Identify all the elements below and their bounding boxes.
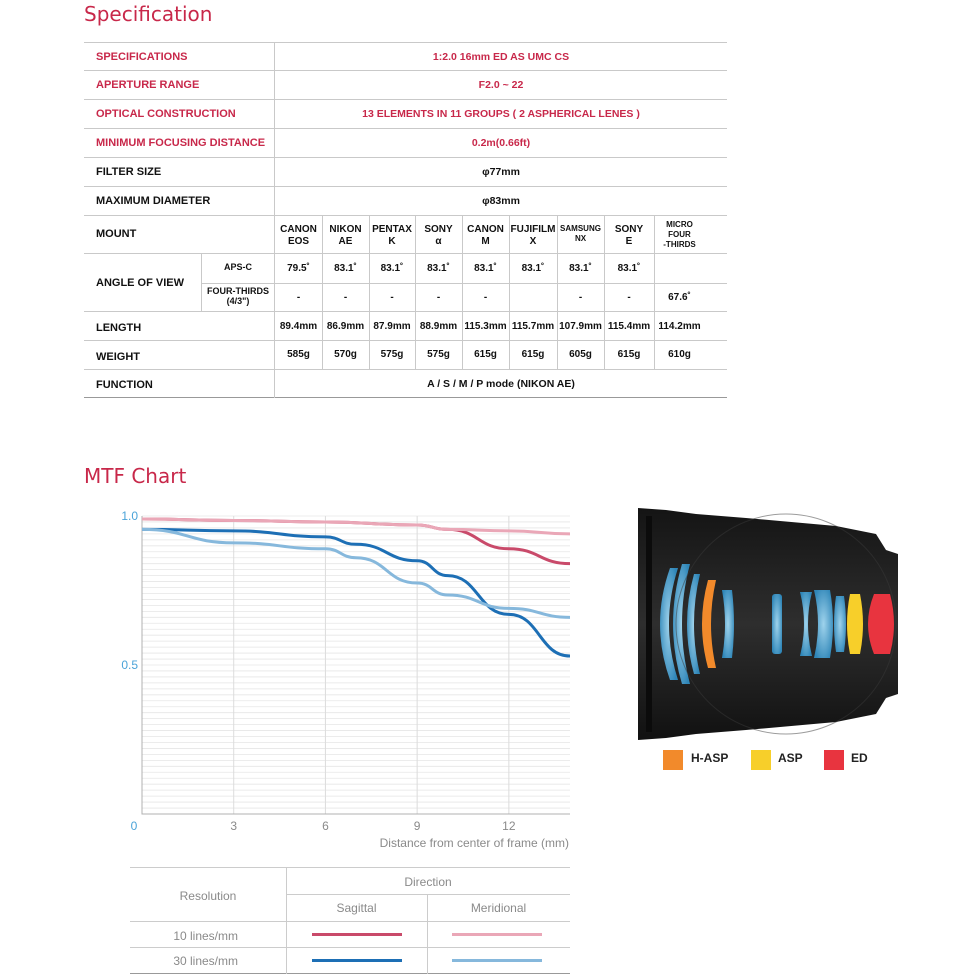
- spec-label: WEIGHT: [96, 351, 140, 363]
- mount-cell-line: FUJIFILM: [510, 224, 556, 235]
- x-tick-label: 0: [130, 819, 138, 833]
- apsc-cell: 83.1˚: [427, 263, 450, 274]
- apsc-label: APS-C: [223, 262, 252, 272]
- mtf-chart-title: MTF Chart: [84, 464, 187, 488]
- mount-cell-line: AE: [338, 236, 353, 247]
- spec-label: APERTURE RANGE: [96, 79, 200, 91]
- weight-cell: 615g: [617, 349, 641, 360]
- mount-cell: [322, 224, 369, 248]
- resolution-header: Resolution: [179, 889, 237, 903]
- spec-value: A / S / M / P mode (NIKON AE): [427, 378, 575, 390]
- weight-cell: 610g: [668, 349, 691, 360]
- lens-diagram: [636, 504, 898, 744]
- four-thirds-cell: -: [578, 292, 583, 303]
- length-cell: 115.3mm: [464, 321, 507, 332]
- spec-row-min-focus: [84, 129, 727, 158]
- ed-label: ED: [851, 751, 868, 765]
- direction-header: Direction: [404, 875, 452, 889]
- length-cell: 87.9mm: [373, 321, 411, 332]
- column-divider: [654, 216, 655, 370]
- four-thirds-label-line1: FOUR-THIRDS: [207, 286, 269, 296]
- spec-value: F2.0 ~ 22: [478, 79, 524, 91]
- spec-label: SPECIFICATIONS: [96, 51, 188, 63]
- mount-cell: [557, 224, 604, 244]
- four-thirds-cell: -: [483, 292, 488, 303]
- x-tick-label: 12: [502, 819, 516, 833]
- lens-element: [834, 596, 846, 652]
- length-cell: 115.7mm: [511, 321, 555, 332]
- mount-cell-line: NX: [574, 234, 587, 243]
- mount-cell: [415, 224, 462, 248]
- spec-value: φ77mm: [482, 166, 520, 178]
- spec-label: MAXIMUM DIAMETER: [96, 195, 211, 207]
- apsc-cell: 83.1˚: [569, 263, 592, 274]
- weight-cell: 605g: [569, 349, 592, 360]
- mount-cell-line: SAMSUNG: [560, 224, 601, 233]
- ed-swatch: [824, 750, 844, 770]
- four-thirds-cell: 67.6˚: [668, 292, 691, 303]
- mount-cell-line: NIKON: [329, 224, 362, 235]
- length-cell: 88.9mm: [419, 321, 458, 332]
- spec-value: 0.2m(0.66ft): [471, 137, 531, 149]
- lens-ring: [646, 516, 652, 732]
- column-divider: [462, 216, 463, 370]
- mount-cell-line: CANON: [467, 224, 504, 235]
- mount-cell: [462, 224, 509, 248]
- apsc-cell: 83.1˚: [380, 263, 404, 274]
- spec-label: MINIMUM FOCUSING DISTANCE: [96, 137, 266, 149]
- mount-cell: [275, 224, 322, 248]
- legend-row-label: 10 lines/mm: [173, 929, 238, 943]
- four-thirds-label-line2: (4/3"): [226, 296, 250, 306]
- spec-label: FUNCTION: [96, 379, 153, 391]
- spec-value: 1:2.0 16mm ED AS UMC CS: [432, 51, 570, 63]
- four-thirds-cell: -: [390, 292, 394, 303]
- mount-cell-line: X: [529, 236, 537, 247]
- asp-swatch: [751, 750, 771, 770]
- mount-cell-line: E: [625, 236, 633, 247]
- four-thirds-cell: -: [436, 292, 441, 303]
- mount-cell-line: FOUR: [668, 230, 691, 239]
- x-tick-label: 3: [230, 819, 238, 833]
- mount-cell-line: -THIRDS: [663, 240, 696, 249]
- spec-value: 13 ELEMENTS IN 11 GROUPS ( 2 ASPHERICAL LENES ): [362, 108, 640, 120]
- column-divider: [322, 216, 323, 370]
- legend-rule: [130, 973, 570, 974]
- legend-row-label: 30 lines/mm: [173, 954, 238, 968]
- mount-cell-line: CANON: [280, 224, 317, 235]
- spec-row-filter: [84, 158, 727, 187]
- weight-cell: 615g: [474, 349, 497, 360]
- aspherical-element: [847, 594, 863, 654]
- spec-row-mount: [84, 216, 727, 254]
- mount-cell: [369, 224, 415, 248]
- spec-row-optical: [84, 100, 727, 129]
- angle-divider: [201, 283, 727, 284]
- column-divider: [415, 216, 416, 370]
- apsc-cell: 83.1˚: [617, 263, 641, 274]
- spec-label: MOUNT: [96, 228, 137, 240]
- column-divider: [369, 216, 370, 370]
- mount-cell-line: M: [481, 236, 490, 247]
- legend-swatch-30-meridional: [452, 959, 542, 962]
- legend-rule: [130, 921, 570, 922]
- spec-row-diameter: [84, 187, 727, 216]
- x-axis-label: Distance from center of frame (mm): [379, 836, 569, 850]
- mtf-chart: [110, 500, 580, 855]
- spec-label: FILTER SIZE: [96, 166, 162, 178]
- mount-cell-line: K: [388, 236, 396, 247]
- length-cell: 114.2mm: [658, 321, 701, 332]
- weight-cell: 575g: [380, 349, 404, 360]
- x-tick-label: 6: [322, 819, 329, 833]
- ed-element: [868, 594, 894, 654]
- mtf-legend-table: [130, 867, 570, 975]
- h-asp-swatch: [663, 750, 683, 770]
- length-cell: 86.9mm: [326, 321, 365, 332]
- spec-label: LENGTH: [96, 322, 142, 334]
- weight-cell: 585g: [287, 349, 310, 360]
- h-asp-label: H-ASP: [691, 751, 729, 765]
- mount-cell-line: MICRO: [666, 220, 693, 229]
- sagittal-header: Sagittal: [336, 901, 377, 915]
- length-cell: 89.4mm: [279, 321, 318, 332]
- length-cell: 107.9mm: [559, 321, 602, 332]
- four-thirds-cell: -: [296, 292, 301, 303]
- four-thirds-cell: -: [627, 292, 631, 303]
- chart-grid: [142, 516, 570, 814]
- y-tick-label: 0.5: [121, 658, 138, 672]
- angle-sub-divider: [201, 254, 202, 312]
- specification-title: Specification: [84, 2, 213, 26]
- mount-cell: [509, 224, 557, 248]
- mount-cell-line: EOS: [287, 236, 310, 247]
- legend-rule: [286, 894, 570, 895]
- y-tick-label: 1.0: [121, 509, 138, 523]
- apsc-cell: 83.1˚: [334, 263, 357, 274]
- mount-cell: [654, 220, 705, 250]
- meridional-header: Meridional: [470, 901, 527, 915]
- spec-row-specifications: [84, 42, 727, 71]
- spec-label: OPTICAL CONSTRUCTION: [96, 108, 236, 120]
- x-tick-label: 9: [413, 819, 421, 833]
- four-thirds-cell: -: [343, 292, 348, 303]
- mount-cell-line: PENTAX: [372, 224, 412, 235]
- legend-rule: [130, 867, 570, 868]
- legend-swatch-30-sagittal: [312, 959, 402, 962]
- weight-cell: 575g: [427, 349, 450, 360]
- apsc-cell: 83.1˚: [474, 263, 497, 274]
- legend-rule: [130, 947, 570, 948]
- lens-element: [772, 594, 782, 654]
- spec-label: ANGLE OF VIEW: [96, 277, 184, 289]
- legend-swatch-10-meridional: [452, 933, 542, 936]
- apsc-cell: 79.5˚: [287, 263, 310, 274]
- spec-value: φ83mm: [482, 195, 520, 207]
- column-divider: [557, 216, 558, 370]
- spec-row-function: [84, 370, 727, 398]
- column-divider: [509, 216, 510, 370]
- asp-label: ASP: [778, 751, 803, 765]
- four-thirds-label: [201, 286, 275, 306]
- weight-cell: 615g: [521, 349, 545, 360]
- label-divider: [274, 42, 275, 398]
- spec-row-aperture: [84, 71, 727, 100]
- length-cell: 115.4mm: [607, 321, 651, 332]
- legend-swatch-10-sagittal: [312, 933, 402, 936]
- apsc-cell: 83.1˚: [521, 263, 545, 274]
- mount-cell-line: α: [435, 236, 442, 247]
- mount-cell-line: SONY: [424, 224, 453, 235]
- column-divider: [604, 216, 605, 370]
- weight-cell: 570g: [334, 349, 357, 360]
- mount-cell-line: SONY: [614, 224, 644, 235]
- mount-cell: [604, 224, 654, 248]
